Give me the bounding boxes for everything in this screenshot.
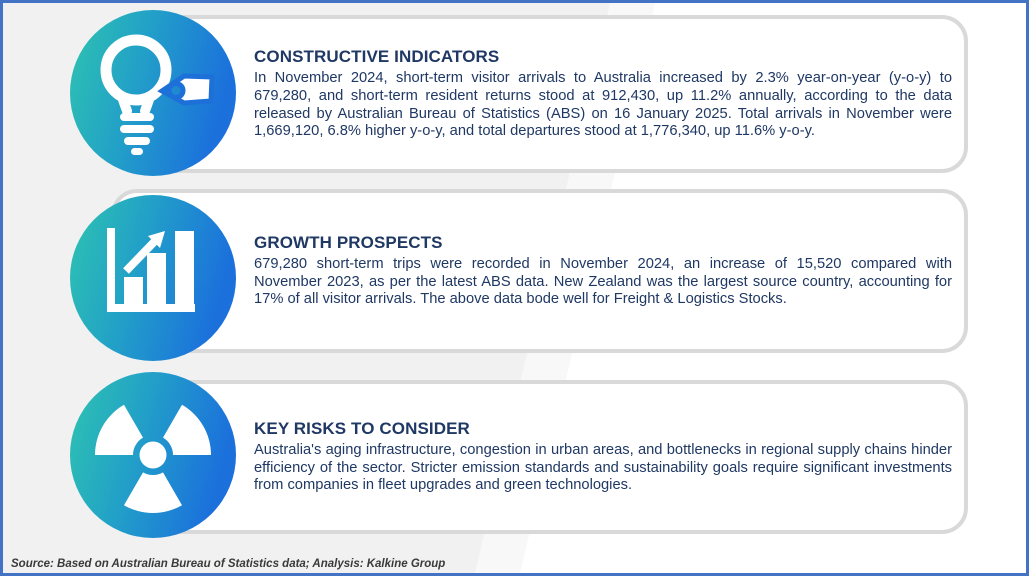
section-title-constructive-indicators: CONSTRUCTIVE INDICATORS	[254, 47, 500, 67]
growth-prospects-badge	[70, 195, 236, 361]
key-risks-badge	[70, 372, 236, 538]
card-growth-prospects	[111, 189, 968, 353]
lightbulb-tag-icon	[70, 10, 236, 176]
section-body-growth-prospects: 679,280 short-term trips were recorded in November 2024, an increase of 15,520 compared with November 2023, as per the latest ABS data. New Zealand was the largest source country, accounting for 17% of all visitor arrivals. The above data bode well for Freight & Logistics Stocks.	[254, 256, 952, 308]
bar-chart-growth-icon	[70, 195, 236, 361]
source-note: Source: Based on Australian Bureau of Statistics data; Analysis: Kalkine Group	[11, 558, 446, 570]
section-body-constructive-indicators: In November 2024, short-term visitor arrivals to Australia increased by 2.3% year-on-year (y-o-y) to 679,280, and short-term resident returns stood at 912,430, up 11.2% annually, according to the data released by Australian Bureau of Statistics (ABS) on 16 January 2025. Total arrivals in November were 1,669,120, 6.8% higher y-o-y, and total departures stood at 1,776,340, up 11.6% y-o-y.	[254, 70, 952, 140]
constructive-indicators-badge	[70, 10, 236, 176]
card-constructive-indicators	[111, 15, 968, 173]
section-title-key-risks: KEY RISKS TO CONSIDER	[254, 419, 470, 439]
section-body-key-risks: Australia's aging infrastructure, congestion in urban areas, and bottlenecks in regional supply chains hinder efficiency of the sector. Stricter emission standards and sustainability goals require significant investments from companies in fleet upgrades and green technologies.	[254, 442, 952, 494]
section-title-growth-prospects: GROWTH PROSPECTS	[254, 233, 443, 253]
card-key-risks	[111, 380, 968, 534]
radiation-icon	[70, 372, 236, 538]
